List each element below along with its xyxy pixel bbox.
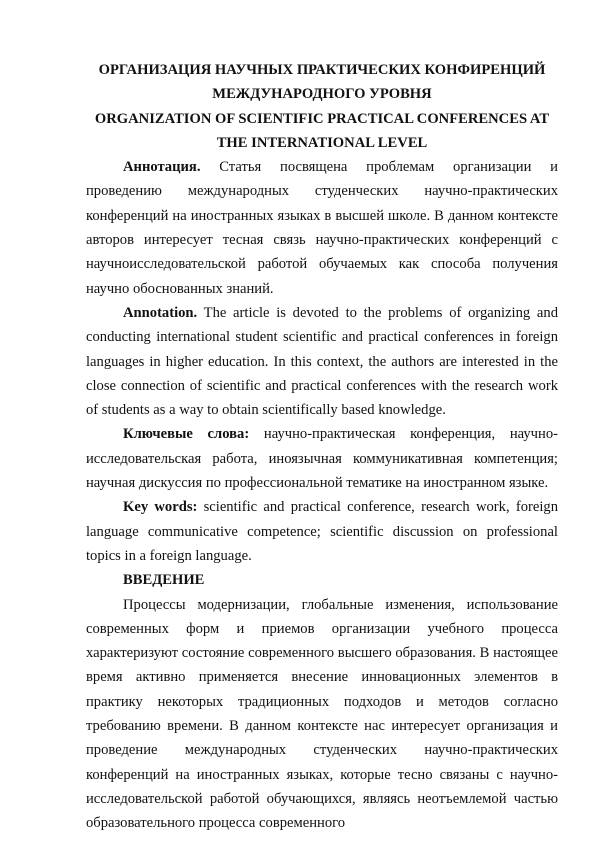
keywords-ru-label: Ключевые слова: — [123, 426, 250, 443]
title-en-line1: ORGANIZATION OF SCIENTIFIC PRACTICAL CONFERENCES AT — [94, 110, 550, 127]
keywords-ru-text: научно-практическая конференция, научно-исследовательская работа, иноязычная коммуникативная компетенция; научная дискуссия по профессиональной тематике на иностранном языке. — [86, 426, 558, 492]
abstract-ru-label: Аннотация. — [123, 159, 201, 176]
title-en-line2: THE INTERNATIONAL LEVEL — [216, 134, 428, 151]
section-heading-introduction: ВВЕДЕНИЕ — [123, 572, 205, 589]
abstract-ru-paragraph — [86, 155, 558, 301]
title-ru-line1: ОРГАНИЗАЦИЯ НАУЧНЫХ ПРАКТИЧЕСКИХ КОНФИРЕНЦИЙ — [98, 62, 546, 78]
title-ru-line2: МЕЖДУНАРОДНОГО УРОВНЯ — [212, 86, 432, 103]
abstract-ru-text: Статья посвящена проблемам организации и проведению международных студенческих научно-практических конференций на иностранных языках в высшей школе. В данном контексте авторов интересует тесная связь научно-практических конференций с научноисследовательской работой обучаемых как способа получения научно обоснованных знаний. — [86, 159, 558, 297]
keywords-en-label: Key words: — [123, 499, 198, 516]
abstract-en-paragraph — [86, 301, 558, 422]
keywords-en-text: scientific and practical conference, research work, foreign language communicative competence; scientific discussion on professional topics in a foreign language. — [86, 499, 558, 564]
keywords-en-paragraph — [86, 495, 558, 568]
abstract-en-text: The article is devoted to the problems of organizing and conducting international student scientific and practical conferences in foreign languages in higher education. In this context, the authors are interested in the close connection of scientific and practical conferences with the research work of students as a way to obtain scientifically based knowledge. — [86, 304, 558, 419]
abstract-en-label: Annotation. — [123, 304, 198, 321]
keywords-ru-paragraph — [86, 422, 558, 495]
page-content — [86, 58, 558, 836]
intro-paragraph: Процессы модернизации, глобальные изменения, использование современных форм и приемов организации учебного процесса характеризуют состояние современного высшего образования. В настоящее время активно применяется внесение инновационных элементов в практику некоторых традиционных подходов и методов согласно требованию времени. В данном контексте нас интересует организация и проведение международных студенческих научно-практических конференций на иностранных языках, которые тесно связаны с научно-исследовательской работой обучающихся, являясь неотъемлемой частью образовательного процесса современного — [86, 596, 558, 832]
